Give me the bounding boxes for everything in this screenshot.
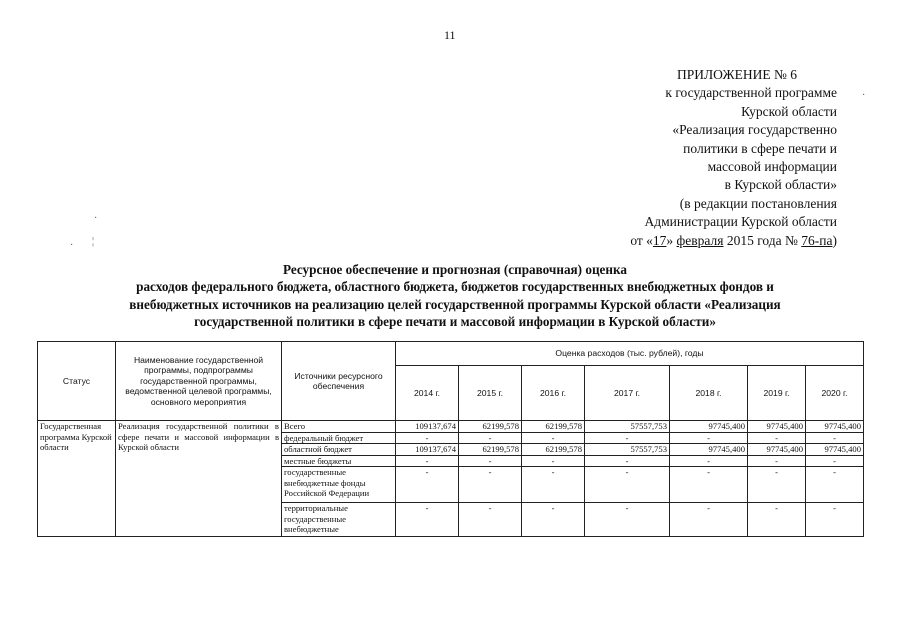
cell-value: 62199,578 xyxy=(459,421,522,433)
cell-value: - xyxy=(459,432,522,444)
appendix-title: ПРИЛОЖЕНИЕ № 6 xyxy=(676,67,797,82)
cell-value: 97745,400 xyxy=(748,444,806,456)
row-source: местные бюджеты xyxy=(282,455,396,467)
cell-value: 97745,400 xyxy=(806,444,864,456)
cell-value: - xyxy=(806,503,864,537)
row-source: областной бюджет xyxy=(282,444,396,456)
cell-value: 97745,400 xyxy=(670,444,748,456)
title-line: расходов федерального бюджета, областного бюджета, бюджетов государственных внебюджетных фондов и xyxy=(136,279,774,295)
scan-speck: · xyxy=(862,90,866,101)
cell-value: - xyxy=(459,467,522,503)
table-row xyxy=(38,421,864,433)
cell-value: 109137,674 xyxy=(396,444,459,456)
cell-value: - xyxy=(670,432,748,444)
cell-value: 62199,578 xyxy=(522,421,585,433)
program-name: Реализация государственной политики в сфере печати и массовой информации в Курской области xyxy=(116,421,282,537)
date-day: 17 xyxy=(652,232,667,248)
cell-value: - xyxy=(748,503,806,537)
row-source: территориальные государственные внебюджетные xyxy=(282,503,396,537)
cell-value: - xyxy=(748,467,806,503)
header-estimate: Оценка расходов (тыс. рублей), годы xyxy=(396,342,864,366)
resource-table xyxy=(37,341,864,537)
appendix-line: в Курской области» xyxy=(724,177,837,193)
cell-value: 57557,753 xyxy=(585,421,670,433)
page-number: 11 xyxy=(444,28,456,42)
row-source: федеральный бюджет xyxy=(282,432,396,444)
cell-value: - xyxy=(670,467,748,503)
cell-value: - xyxy=(522,467,585,503)
date-mid: » xyxy=(666,232,677,248)
cell-value: - xyxy=(585,455,670,467)
cell-value: - xyxy=(748,455,806,467)
document-title xyxy=(60,261,850,331)
cell-value: - xyxy=(670,503,748,537)
cell-value: - xyxy=(806,467,864,503)
date-suffix: ) xyxy=(832,232,837,248)
header-year: 2014 г. xyxy=(396,366,459,421)
scan-speck: · xyxy=(94,213,98,224)
appendix-line: Курской области xyxy=(741,103,837,119)
header-source: Источники ресурсного обеспечения xyxy=(282,342,396,421)
title-line: внебюджетных источников на реализацию целей государственной программы Курской области «Реализация xyxy=(129,296,781,312)
header-year: 2019 г. xyxy=(748,366,806,421)
cell-value: - xyxy=(585,432,670,444)
decree-number: 76-па xyxy=(801,232,833,248)
title-line: государственной политики в сфере печати и массовой информации в Курской области» xyxy=(194,314,716,330)
appendix-line: (в редакции постановления xyxy=(679,195,837,211)
cell-value: - xyxy=(585,467,670,503)
cell-value: 62199,578 xyxy=(459,444,522,456)
cell-value: - xyxy=(522,503,585,537)
title-line: Ресурсное обеспечение и прогнозная (справочная) оценка xyxy=(282,262,627,277)
header-year: 2020 г. xyxy=(806,366,864,421)
cell-value: - xyxy=(585,503,670,537)
row-source: Всего xyxy=(282,421,396,433)
date-prefix: от « xyxy=(630,232,653,248)
cell-value: - xyxy=(396,432,459,444)
appendix-line: массовой информации xyxy=(707,159,837,175)
appendix-line: политики в сфере печати и xyxy=(683,140,837,156)
cell-value: - xyxy=(748,432,806,444)
header-name: Наименование государственной программы, подпрограммы государственной программы, ведомственной целевой программы, основного мероприятия xyxy=(116,342,282,421)
scan-speck: ¦ xyxy=(92,236,95,247)
header-year: 2016 г. xyxy=(522,366,585,421)
appendix-line: «Реализация государственно xyxy=(672,122,837,138)
header-row xyxy=(38,342,864,366)
header-year: 2017 г. xyxy=(585,366,670,421)
appendix-date-line xyxy=(537,232,837,250)
cell-value: 97745,400 xyxy=(670,421,748,433)
scan-speck: · xyxy=(70,240,74,251)
cell-value: - xyxy=(396,467,459,503)
cell-value: 97745,400 xyxy=(806,421,864,433)
header-status: Статус xyxy=(38,342,116,421)
cell-value: - xyxy=(806,432,864,444)
header-year: 2015 г. xyxy=(459,366,522,421)
cell-value: - xyxy=(459,503,522,537)
appendix-line: к государственной программе xyxy=(665,85,837,101)
cell-value: 57557,753 xyxy=(585,444,670,456)
appendix-line: Администрации Курской области xyxy=(644,214,837,230)
header-year: 2018 г. xyxy=(670,366,748,421)
appendix-header xyxy=(537,66,837,250)
cell-value: 97745,400 xyxy=(748,421,806,433)
cell-value: - xyxy=(459,455,522,467)
date-year: 2015 года № xyxy=(723,232,802,248)
cell-value: 109137,674 xyxy=(396,421,459,433)
cell-value: - xyxy=(806,455,864,467)
program-status: Государственная программа Курской области xyxy=(38,421,116,537)
cell-value: - xyxy=(522,432,585,444)
cell-value: - xyxy=(522,455,585,467)
cell-value: - xyxy=(396,455,459,467)
row-source: государственные внебюджетные фонды Российской Федерации xyxy=(282,467,396,503)
cell-value: 62199,578 xyxy=(522,444,585,456)
cell-value: - xyxy=(396,503,459,537)
cell-value: - xyxy=(670,455,748,467)
date-month: февраля xyxy=(676,232,724,248)
